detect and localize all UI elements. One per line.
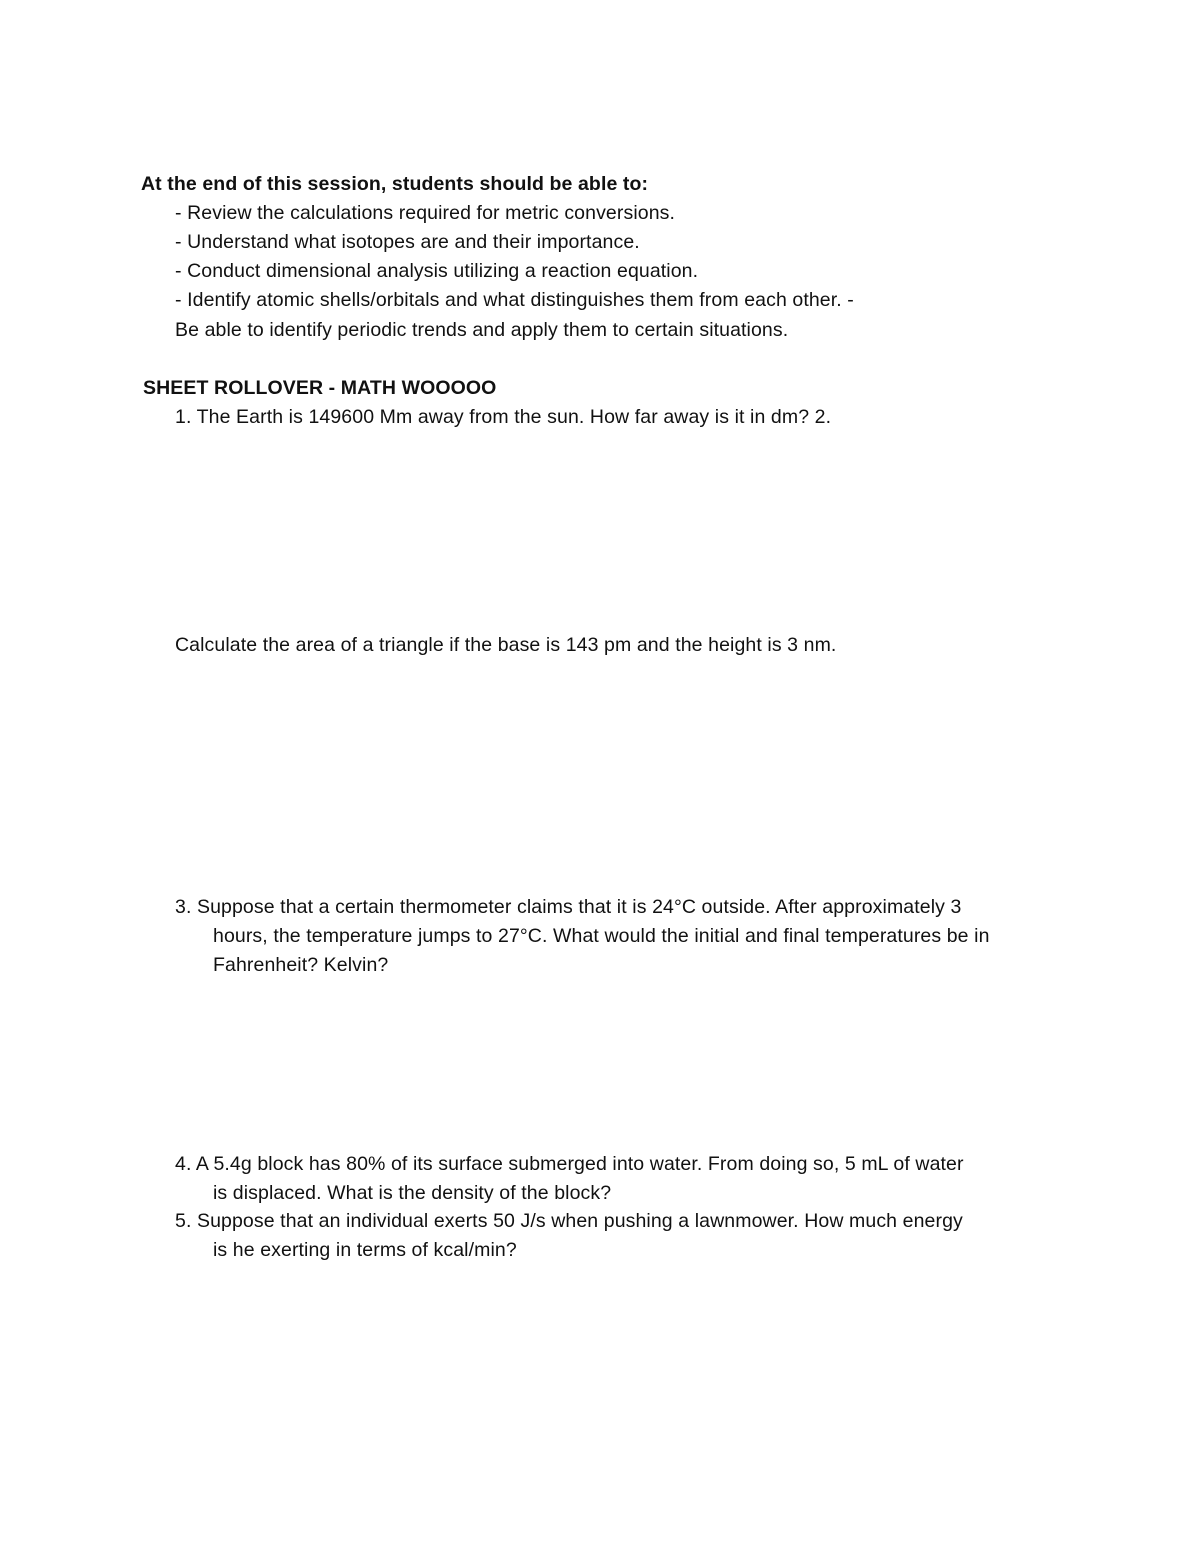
objective-item: - Understand what isotopes are and their importance.	[175, 231, 640, 253]
question-5-line-1: 5. Suppose that an individual exerts 50 J/s when pushing a lawnmower. How much energy	[175, 1210, 963, 1232]
question-4-line-1: 4. A 5.4g block has 80% of its surface submerged into water. From doing so, 5 mL of water	[175, 1153, 964, 1175]
objectives-heading: At the end of this session, students should be able to:	[141, 173, 649, 195]
objective-item: - Conduct dimensional analysis utilizing a reaction equation.	[175, 260, 699, 282]
question-2: Calculate the area of a triangle if the base is 143 pm and the height is 3 nm.	[175, 634, 837, 656]
objective-item: Be able to identify periodic trends and apply them to certain situations.	[175, 319, 789, 341]
objective-item: - Review the calculations required for metric conversions.	[175, 202, 676, 224]
question-5-line-2: is he exerting in terms of kcal/min?	[213, 1239, 517, 1261]
question-3-line-2: hours, the temperature jumps to 27°C. What would the initial and final temperatures be in	[213, 925, 990, 947]
question-1: 1. The Earth is 149600 Mm away from the sun. How far away is it in dm? 2.	[175, 406, 832, 428]
question-4-line-2: is displaced. What is the density of the block?	[213, 1182, 612, 1204]
section-title: SHEET ROLLOVER - MATH WOOOOO	[143, 377, 497, 399]
question-3-line-1: 3. Suppose that a certain thermometer claims that it is 24°C outside. After approximately 3	[175, 896, 962, 918]
question-3-line-3: Fahrenheit? Kelvin?	[213, 954, 389, 976]
objective-item: - Identify atomic shells/orbitals and what distinguishes them from each other. -	[175, 289, 854, 311]
